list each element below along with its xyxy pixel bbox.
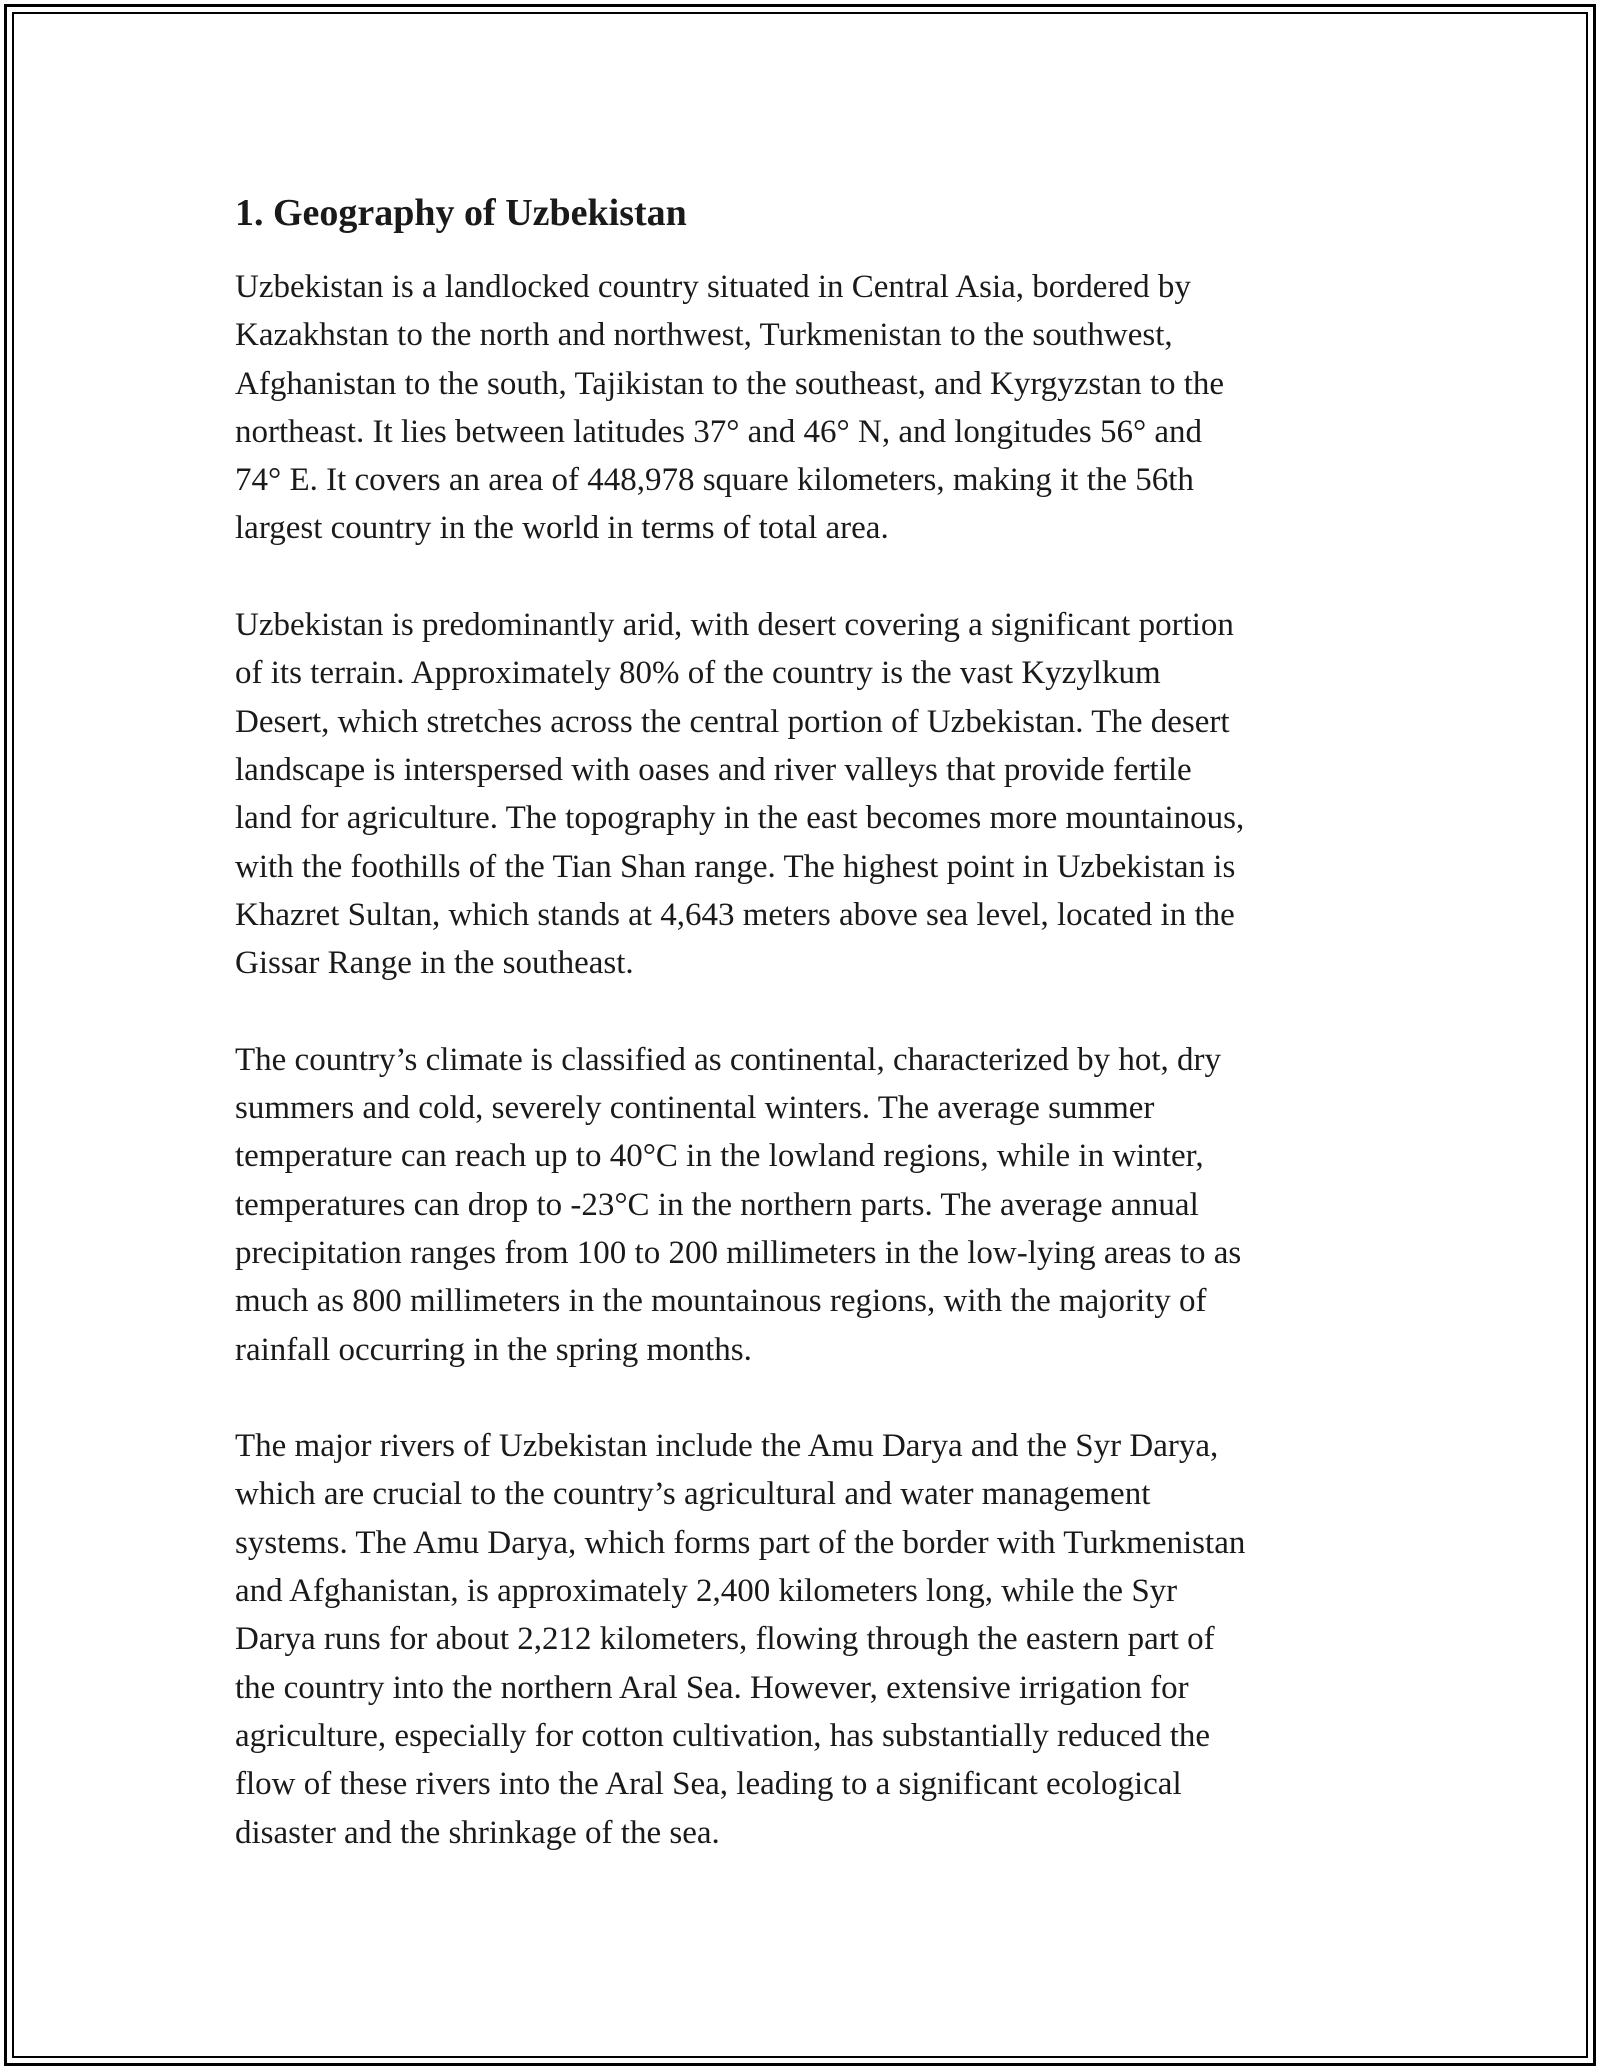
paragraph-line: with the foothills of the Tian Shan range. The highest point in Uzbekistan is [235,848,1236,885]
paragraph-line: rainfall occurring in the spring months. [235,1331,752,1368]
paragraph-line: which are crucial to the country’s agricultural and water management [235,1476,1151,1513]
paragraph-line: the country into the northern Aral Sea. However, extensive irrigation for [235,1669,1189,1706]
paragraph-line: of its terrain. Approximately 80% of the country is the vast Kyzylkum [235,655,1161,692]
paragraph-line: Desert, which stretches across the central portion of Uzbekistan. The desert [235,703,1230,740]
paragraph-line: Uzbekistan is predominantly arid, with desert covering a significant portion [235,607,1234,644]
paragraph-line: Darya runs for about 2,212 kilometers, flowing through the eastern part of [235,1621,1215,1658]
paragraph-line: The major rivers of Uzbekistan include the Amu Darya and the Syr Darya, [235,1428,1219,1465]
paragraph-line: Afghanistan to the south, Tajikistan to the southeast, and Kyrgyzstan to the [235,365,1225,402]
paragraph-list [235,263,1375,1857]
paragraph-line: flow of these rivers into the Aral Sea, leading to a significant ecological [235,1766,1182,1803]
document-body [235,183,1375,1905]
paragraph-line: much as 800 millimeters in the mountainous regions, with the majority of [235,1283,1207,1320]
paragraph [235,1422,1375,1857]
paragraph [235,601,1375,987]
paragraph-line: systems. The Amu Darya, which forms part of the border with Turkmenistan [235,1524,1246,1561]
paragraph-line: summers and cold, severely continental winters. The average summer [235,1090,1155,1127]
paragraph [235,263,1375,553]
paragraph-line: Uzbekistan is a landlocked country situated in Central Asia, bordered by [235,269,1191,305]
paragraph-line: land for agriculture. The topography in the east becomes more mountainous, [235,800,1245,837]
paragraph-line: northeast. It lies between latitudes 37° and 46° N, and longitudes 56° and [235,413,1203,450]
paragraph-line: Gissar Range in the southeast. [235,945,634,982]
paragraph-line: precipitation ranges from 100 to 200 millimeters in the low-lying areas to as [235,1234,1242,1271]
paragraph-line: disaster and the shrinkage of the sea. [235,1814,720,1851]
paragraph [235,1036,1375,1374]
paragraph-line: Khazret Sultan, which stands at 4,643 meters above sea level, located in the [235,896,1235,933]
paragraph-line: landscape is interspersed with oases and river valleys that provide fertile [235,751,1192,788]
paragraph-line: 74° E. It covers an area of 448,978 square kilometers, making it the 56th [235,462,1194,499]
section-heading: 1. Geography of Uzbekistan [235,192,687,234]
paragraph-line: and Afghanistan, is approximately 2,400 kilometers long, while the Syr [235,1573,1178,1610]
paragraph-line: temperature can reach up to 40°C in the lowland regions, while in winter, [235,1138,1204,1175]
paragraph-line: The country’s climate is classified as continental, characterized by hot, dry [235,1041,1221,1078]
paragraph-line: largest country in the world in terms of total area. [235,510,889,547]
paragraph-line: temperatures can drop to -23°C in the northern parts. The average annual [235,1186,1199,1223]
paragraph-line: Kazakhstan to the north and northwest, Turkmenistan to the southwest, [235,317,1173,354]
paragraph-line: agriculture, especially for cotton cultivation, has substantially reduced the [235,1717,1211,1754]
